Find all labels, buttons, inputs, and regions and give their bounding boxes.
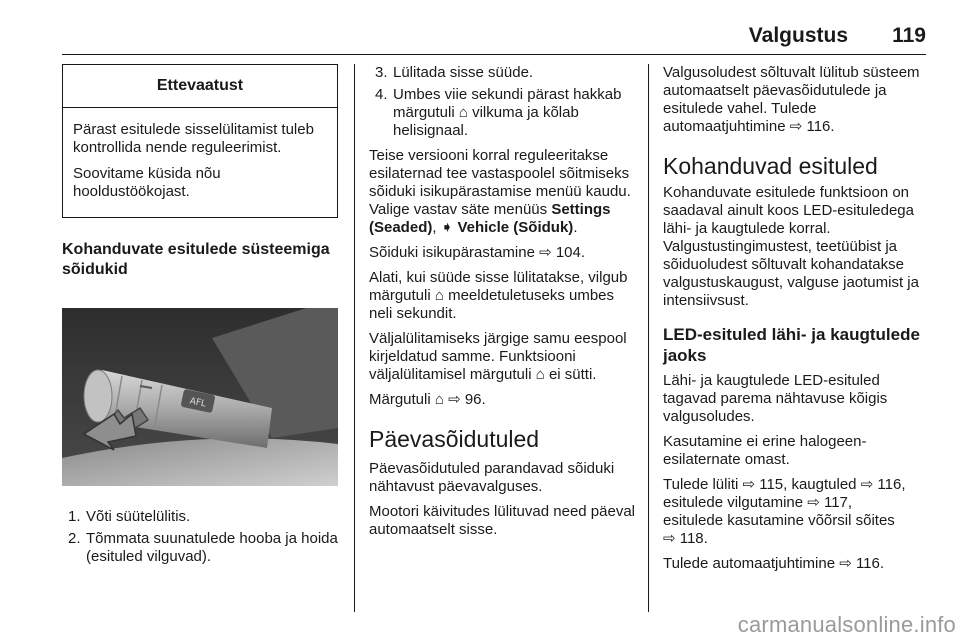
svg-text:AFL: AFL xyxy=(188,396,207,410)
column-3 xyxy=(663,64,929,573)
list-item: 2. Tõmmata suunatulede hooba ja hoida (esituled vilguvad). xyxy=(68,530,338,565)
section-heading: Kohanduvad esituled xyxy=(663,153,878,179)
caution-text: Pärast esitulede sisselülitamist tuleb kontrollida nende reguleerimist. xyxy=(73,121,314,156)
header-rule xyxy=(62,54,926,55)
column-divider xyxy=(354,64,355,612)
column-2 xyxy=(369,64,637,539)
section-heading: Päevasõidutuled xyxy=(369,426,540,452)
caution-title: Ettevaatust xyxy=(63,65,337,108)
paragraph: Lähi- ja kaugtulede LED-esituled tagavad parema nähtavuse kõigis valgusoludes. xyxy=(663,372,888,425)
paragraph: Tulede automaatjuhtimine ⇨ 116. xyxy=(663,555,885,572)
watermark: carmanualsonline.info xyxy=(737,612,956,637)
list-item: 4. Umbes viie sekundi pärast hakkab märgutuli ⌂ vilkuma ja kõlab helisignaal. xyxy=(375,86,622,139)
caution-text: Soovitame küsida nõu hooldustöökojast. xyxy=(73,165,221,200)
paragraph: Kohanduvate esitulede funktsioon on saadaval ainult koos LED-esituledega lähi- ja kaugtulede korral. Valgustustingimustest, teetüübist ja sõiduoludest sõltuvalt kohandatakse valgustuskaugust, valguse jaotumist ja intensiivsust. xyxy=(663,184,919,309)
column-1 xyxy=(62,64,338,570)
caution-box xyxy=(62,64,338,218)
column-divider xyxy=(648,64,649,612)
page-number: 119 xyxy=(892,24,926,47)
list-item: 1. Võti süütelülitis. xyxy=(68,508,191,525)
list-item: 3. Lülitada sisse süüde. xyxy=(375,64,534,81)
paragraph: Teise versiooni korral reguleeritakse esilaternad tee vastaspoolel sõitmiseks sõiduki isikupärastamise menüü kaudu. Valige vastav säte menüüs Settings (Seaded), ➧ Vehicle (Sõiduk). xyxy=(369,147,631,236)
subsection-heading: Kohanduvate esitulede süsteemiga sõidukid xyxy=(62,241,330,278)
paragraph: Väljalülitamiseks järgige samu eespool kirjeldatud samme. Funktsiooni väljalülitamisel märgutuli ⌂ ei sütti. xyxy=(369,330,627,383)
paragraph: Sõiduki isikupärastamine ⇨ 104. xyxy=(369,244,586,261)
page-header xyxy=(62,0,926,58)
paragraph: Päevasõidutuled parandavad sõiduki nähtavust päevavalguses. xyxy=(369,460,615,495)
cross-references: Tulede lüliti ⇨ 115, kaugtuled ⇨ 116, esitulede vilgutamine ⇨ 117, esitulede kasutamine võõrsil sõites ⇨ 118. xyxy=(663,476,906,547)
steps-list xyxy=(369,64,637,140)
steps-list xyxy=(62,508,338,566)
caution-body xyxy=(63,108,337,217)
menu-path: Vehicle (Sõiduk) xyxy=(457,219,574,236)
menu-path: Settings (Seaded) xyxy=(369,201,611,236)
paragraph: Kasutamine ei erine halogeen-esilaternate omast. xyxy=(663,433,867,468)
subsection-heading: LED-esituled lähi- ja kaugtulede jaoks xyxy=(663,325,920,365)
paragraph: Mootori käivitudes lülituvad need päeval automaatselt sisse. xyxy=(369,503,635,538)
section-title: Valgustus xyxy=(748,24,848,47)
paragraph: Märgutuli ⌂ ⇨ 96. xyxy=(369,391,486,408)
paragraph: Valgusoludest sõltuvalt lülitub süsteem automaatselt päevasõidutulede ja esitulede vahel. Tulede automaatjuhtimine ⇨ 116. xyxy=(663,64,920,135)
lever-illustration xyxy=(62,308,338,486)
paragraph: Alati, kui süüde sisse lülitatakse, vilgub märgutuli ⌂ meeldetuletuseks umbes neli sekundit. xyxy=(369,269,628,322)
lever-drawing xyxy=(62,308,338,486)
